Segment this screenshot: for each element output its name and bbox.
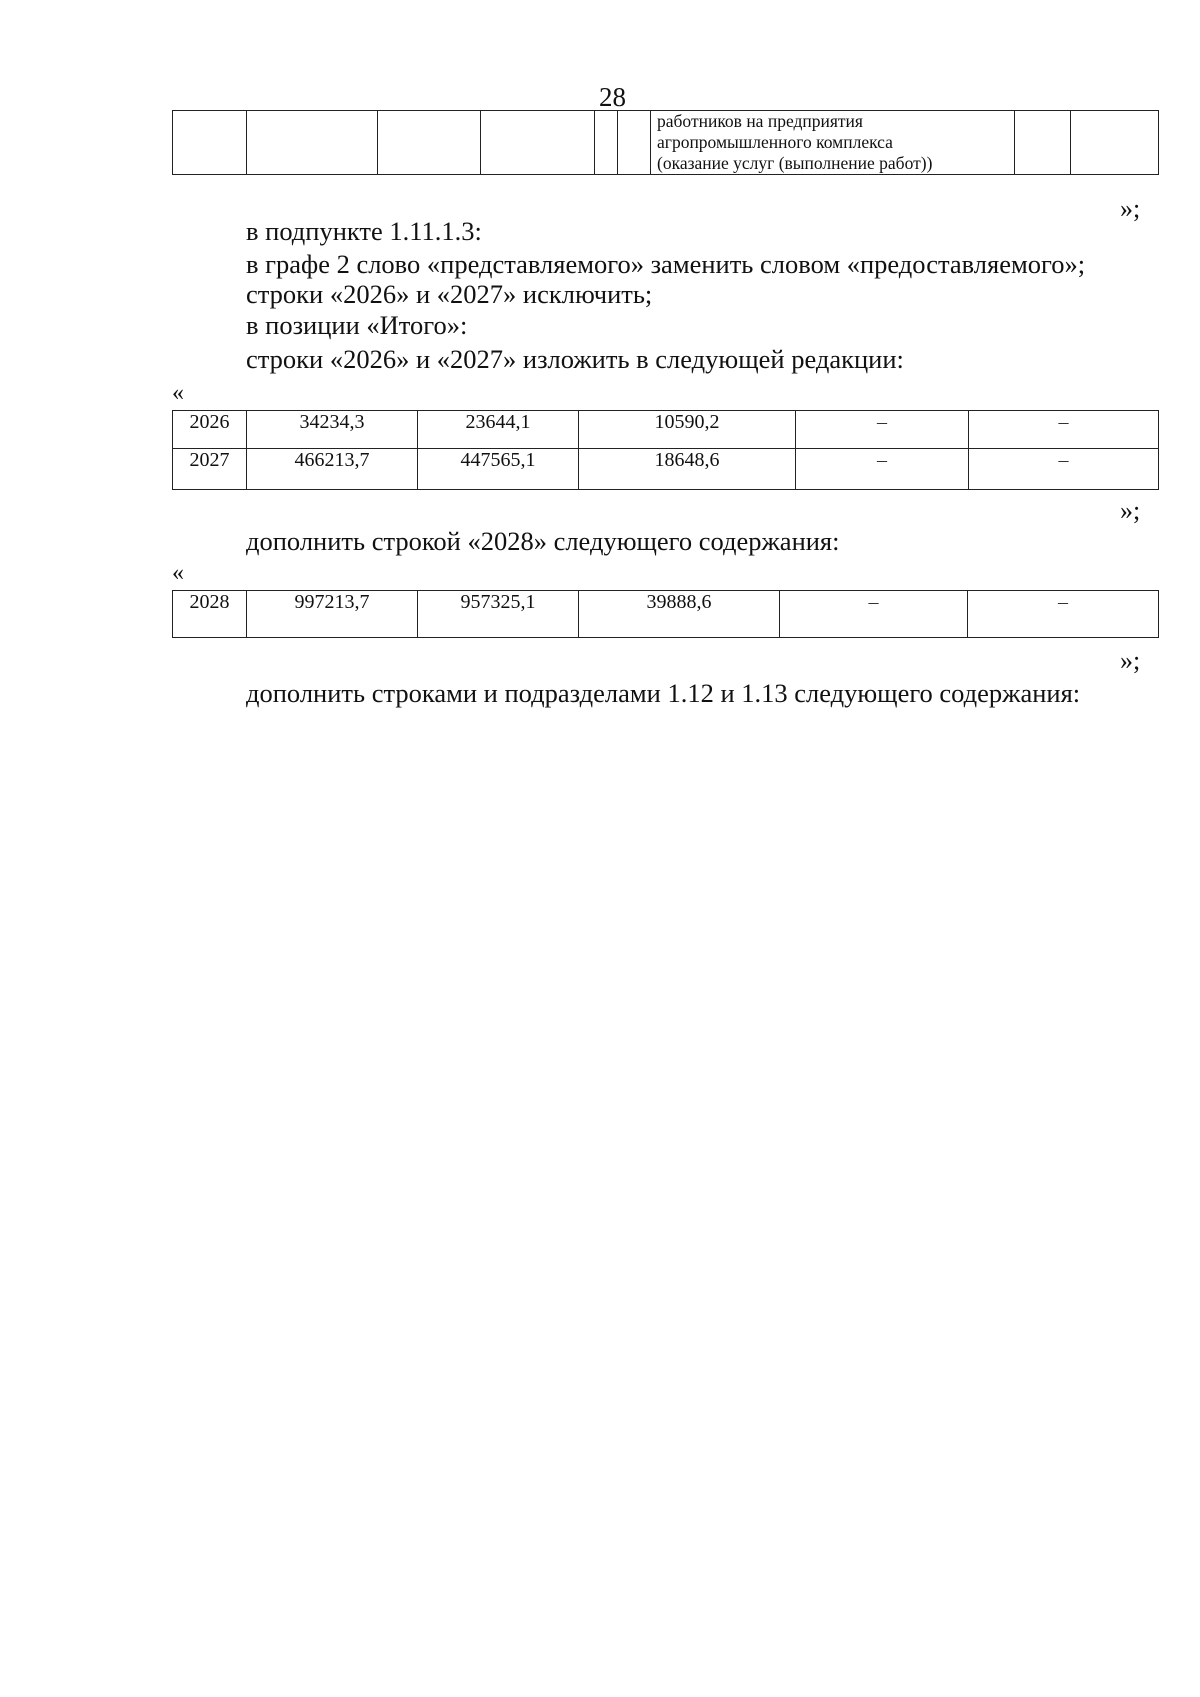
value-cell: – — [969, 411, 1159, 449]
page-number: 28 — [599, 82, 626, 112]
value-cell: – — [780, 591, 968, 638]
table-cell-description — [651, 111, 1015, 175]
value-cell: 34234,3 — [247, 411, 418, 449]
value-cell: 10590,2 — [579, 411, 796, 449]
value-cell: 466213,7 — [247, 449, 418, 490]
table-cell — [1015, 111, 1071, 175]
paragraph: в подпункте 1.11.1.3: — [246, 216, 482, 246]
paragraph: строки «2026» и «2027» изложить в следующей редакции: — [246, 344, 904, 374]
value-cell: – — [796, 411, 969, 449]
table-cell — [1071, 111, 1159, 175]
paragraph: дополнить строкой «2028» следующего содержания: — [246, 526, 840, 556]
value-cell: 23644,1 — [418, 411, 579, 449]
value-cell: 18648,6 — [579, 449, 796, 490]
cell-text-line: агропромышленного комплекса — [657, 132, 893, 152]
table-cell — [173, 111, 247, 175]
open-quote: « — [172, 560, 184, 586]
close-quote: »; — [1120, 496, 1141, 525]
close-quote: »; — [1120, 194, 1141, 223]
year-cell: 2026 — [173, 411, 247, 449]
paragraph: дополнить строками и подразделами 1.12 и 1.13 следующего содержания: — [246, 678, 1081, 708]
close-quote: »; — [1120, 646, 1141, 675]
table-2028 — [172, 590, 1159, 638]
year-cell: 2028 — [173, 591, 247, 638]
value-cell: 957325,1 — [418, 591, 579, 638]
open-quote: « — [172, 380, 184, 406]
table-cell — [595, 111, 618, 175]
table-cell — [481, 111, 595, 175]
continued-table — [172, 110, 1159, 175]
value-cell: 39888,6 — [579, 591, 780, 638]
table-cell — [247, 111, 378, 175]
value-cell: 447565,1 — [418, 449, 579, 490]
cell-text-line: (оказание услуг (выполнение работ)) — [657, 153, 933, 173]
year-cell: 2027 — [173, 449, 247, 490]
table-row — [173, 111, 1159, 175]
table-row — [173, 591, 1159, 638]
table-cell — [618, 111, 651, 175]
paragraph: строки «2026» и «2027» исключить; — [246, 279, 653, 309]
value-cell: 997213,7 — [247, 591, 418, 638]
cell-text-line: работников на предприятия — [657, 111, 863, 131]
table-row — [173, 411, 1159, 449]
paragraph: в позиции «Итого»: — [246, 310, 468, 340]
value-cell: – — [969, 449, 1159, 490]
table-2026-2027 — [172, 410, 1159, 490]
table-cell — [378, 111, 481, 175]
table-row — [173, 449, 1159, 490]
value-cell: – — [796, 449, 969, 490]
value-cell: – — [968, 591, 1159, 638]
paragraph: в графе 2 слово «представляемого» заменить словом «предоставляемого»; — [246, 249, 1086, 279]
